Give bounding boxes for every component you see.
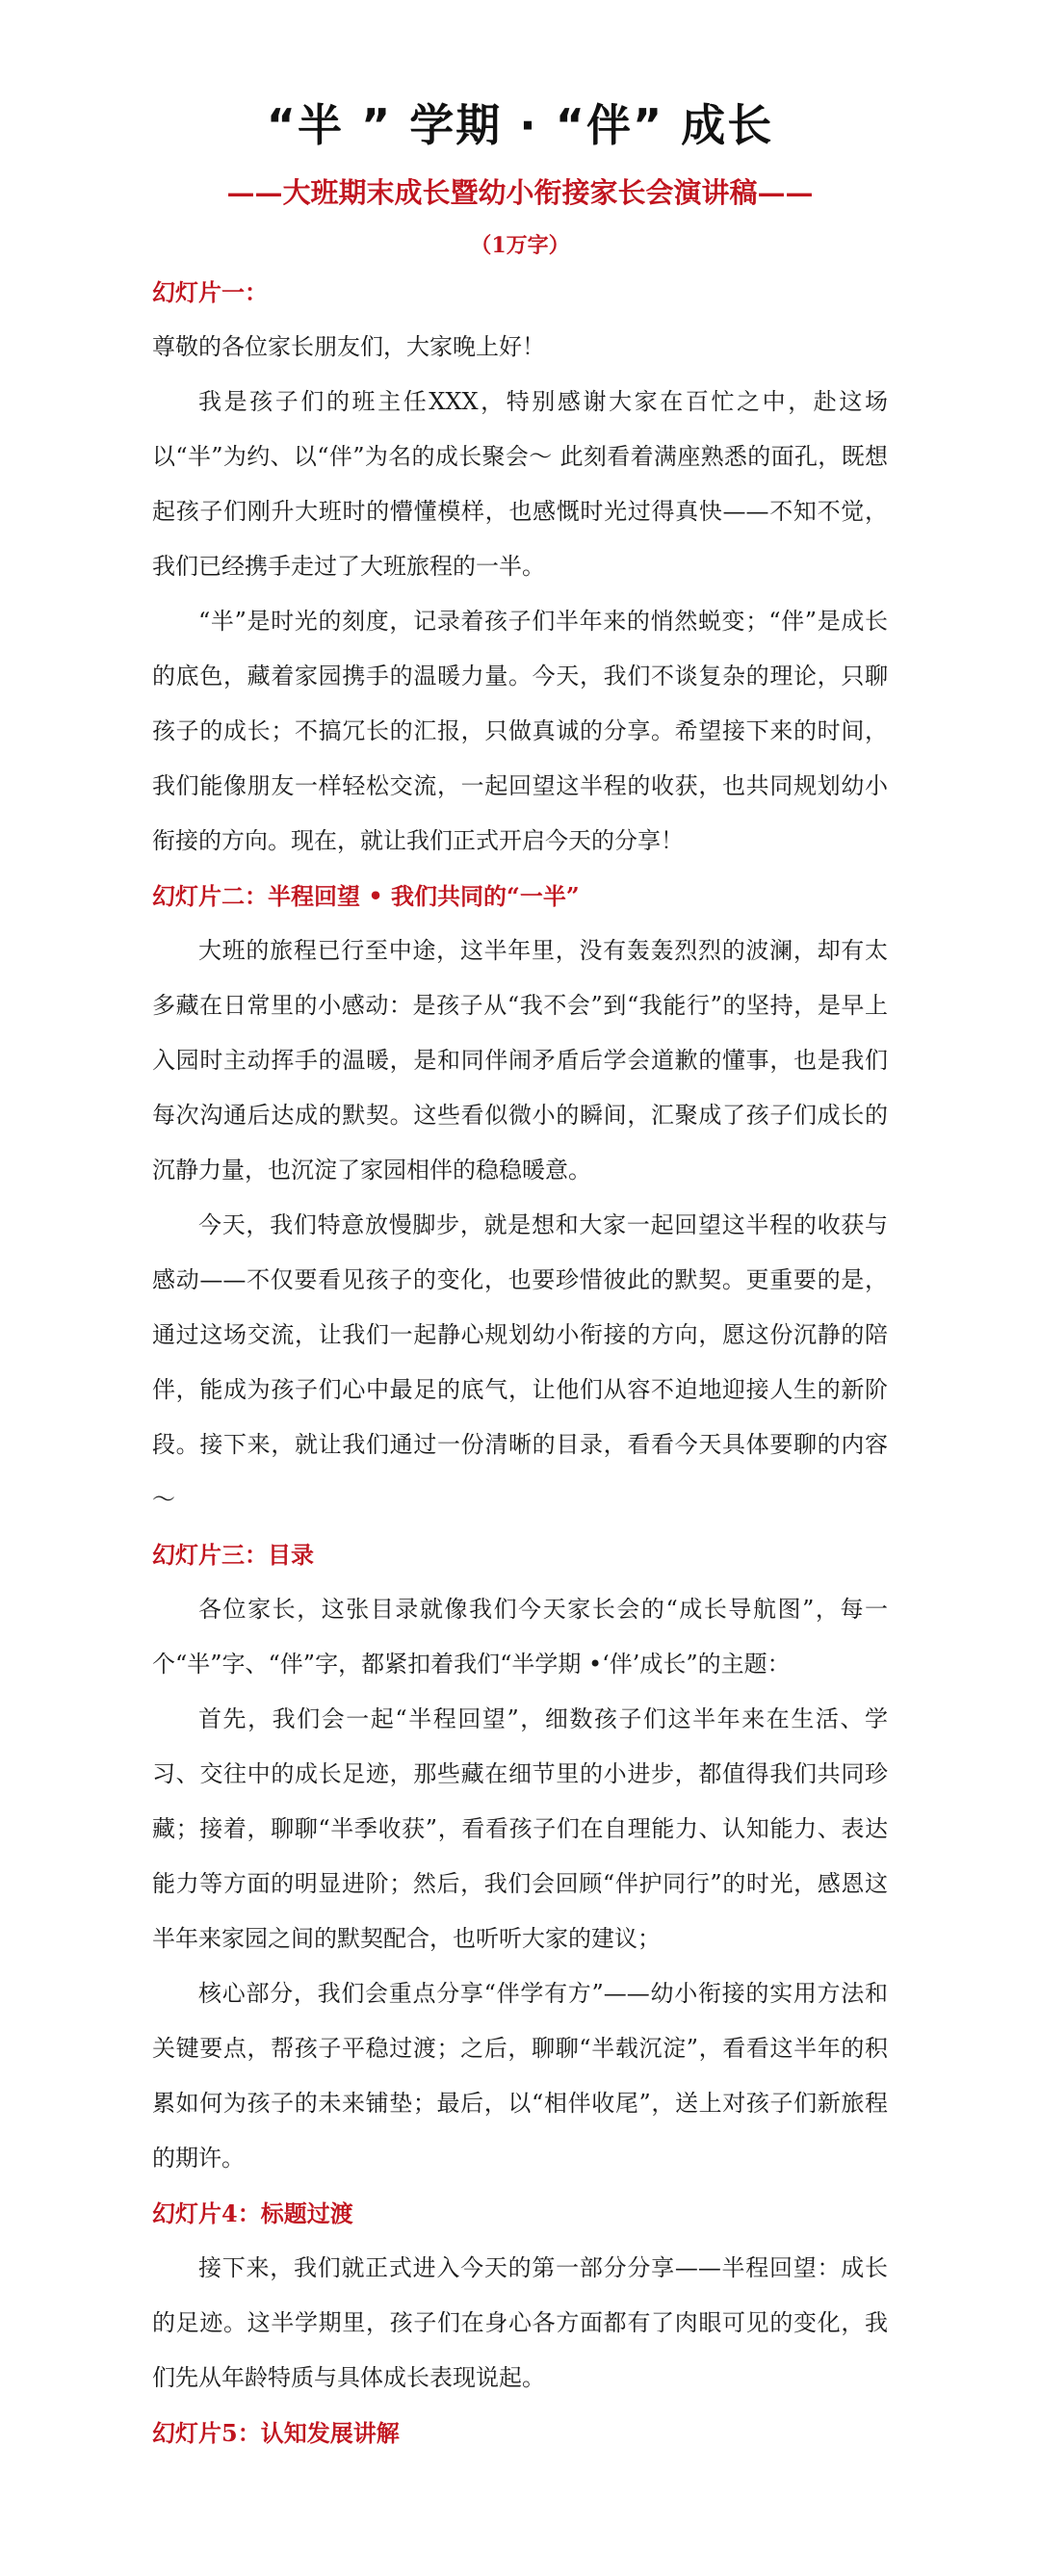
paragraph: 大班的旅程已行至中途，这半年里，没有轰轰烈烈的波澜，却有太多藏在日常里的小感动：是孩子从“我不会”到“我能行”的坚持，是早上入园时主动挥手的温暖，是和同伴闹矛盾后学会道歉的懂事，也是我们每次沟通后达成的默契。这些看似微小的瞬间，汇聚成了孩子们成长的沉静力量，也沉淀了家园相伴的稳稳暖意。 (152, 937, 888, 1184)
section-heading: 幻灯片一： (152, 278, 268, 306)
page-title: “半 ” 学期 · “伴” 成长 (266, 99, 774, 151)
section-heading: 幻灯片三：目录 (152, 1541, 314, 1569)
paragraph: 尊敬的各位家长朋友们，大家晚上好！ (152, 333, 545, 360)
paragraph: 我是孩子们的班主任XXX，特别感谢大家在百忙之中，赴这场以“半”为约、以“伴”为名的成长聚会～ 此刻看着满座熟悉的面孔，既想起孩子们刚升大班时的懵懂模样，也感慨时光过得真快——不知不觉，我们已经携手走过了大班旅程的一半。 (152, 388, 888, 580)
section-4 (152, 2186, 888, 2406)
section-heading: 幻灯片5：认知发展讲解 (152, 2419, 400, 2447)
paragraph: 今天，我们特意放慢脚步，就是想和大家一起回望这半程的收获与感动——不仅要看见孩子的变化，也要珍惜彼此的默契。更重要的是，通过这场交流，让我们一起静心规划幼小衔接的方向，愿这份沉静的陪伴，能成为孩子们心中最足的底气，让他们从容不迫地迎接人生的新阶段。接下来，就让我们通过一份清晰的目录，看看今天具体要聊的内容～ (152, 1211, 888, 1513)
section-1 (152, 265, 888, 869)
section-5 (152, 2406, 888, 2460)
section-2 (152, 869, 888, 1527)
paragraph: 首先，我们会一起“半程回望”，细数孩子们这半年来在生活、学习、交往中的成长足迹，那些藏在细节里的小进步，都值得我们共同珍藏；接着，聊聊“半季收获”，看看孩子们在自理能力、认知能力、表达能力等方面的明显进阶；然后，我们会回顾“伴护同行”的时光，感恩这半年来家园之间的默契配合，也听听大家的建议； (152, 1705, 888, 1952)
paragraph: 各位家长，这张目录就像我们今天家长会的“成长导航图”，每一个“半”字、“伴”字，都紧扣着我们“半学期 •‘伴’成长”的主题： (152, 1596, 888, 1678)
section-heading: 幻灯片4：标题过渡 (152, 2199, 353, 2227)
paragraph: 核心部分，我们会重点分享“伴学有方”——幼小衔接的实用方法和关键要点，帮孩子平稳过渡；之后，聊聊“半载沉淀”，看看这半年的积累如何为孩子的未来铺垫；最后，以“相伴收尾”，送上对孩子们新旅程的期许。 (152, 1980, 888, 2172)
paragraph: 接下来，我们就正式进入今天的第一部分分享——半程回望：成长的足迹。这半学期里，孩子们在身心各方面都有了肉眼可见的变化，我们先从年龄特质与具体成长表现说起。 (152, 2254, 888, 2391)
section-3 (152, 1527, 888, 2186)
section-heading: 幻灯片二：半程回望 • 我们共同的“一半” (152, 882, 580, 910)
paragraph: “半”是时光的刻度，记录着孩子们半年来的悄然蜕变；“伴”是成长的底色，藏着家园携手的温暖力量。今天，我们不谈复杂的理论，只聊孩子的成长；不搞冗长的汇报，只做真诚的分享。希望接下来的时间，我们能像朋友一样轻松交流，一起回望这半程的收获，也共同规划幼小衔接的方向。现在，就让我们正式开启今天的分享！ (152, 608, 888, 854)
word-count: （1万字） (470, 233, 570, 258)
page-subtitle: ——大班期末成长暨幼小衔接家长会演讲稿—— (226, 176, 814, 209)
